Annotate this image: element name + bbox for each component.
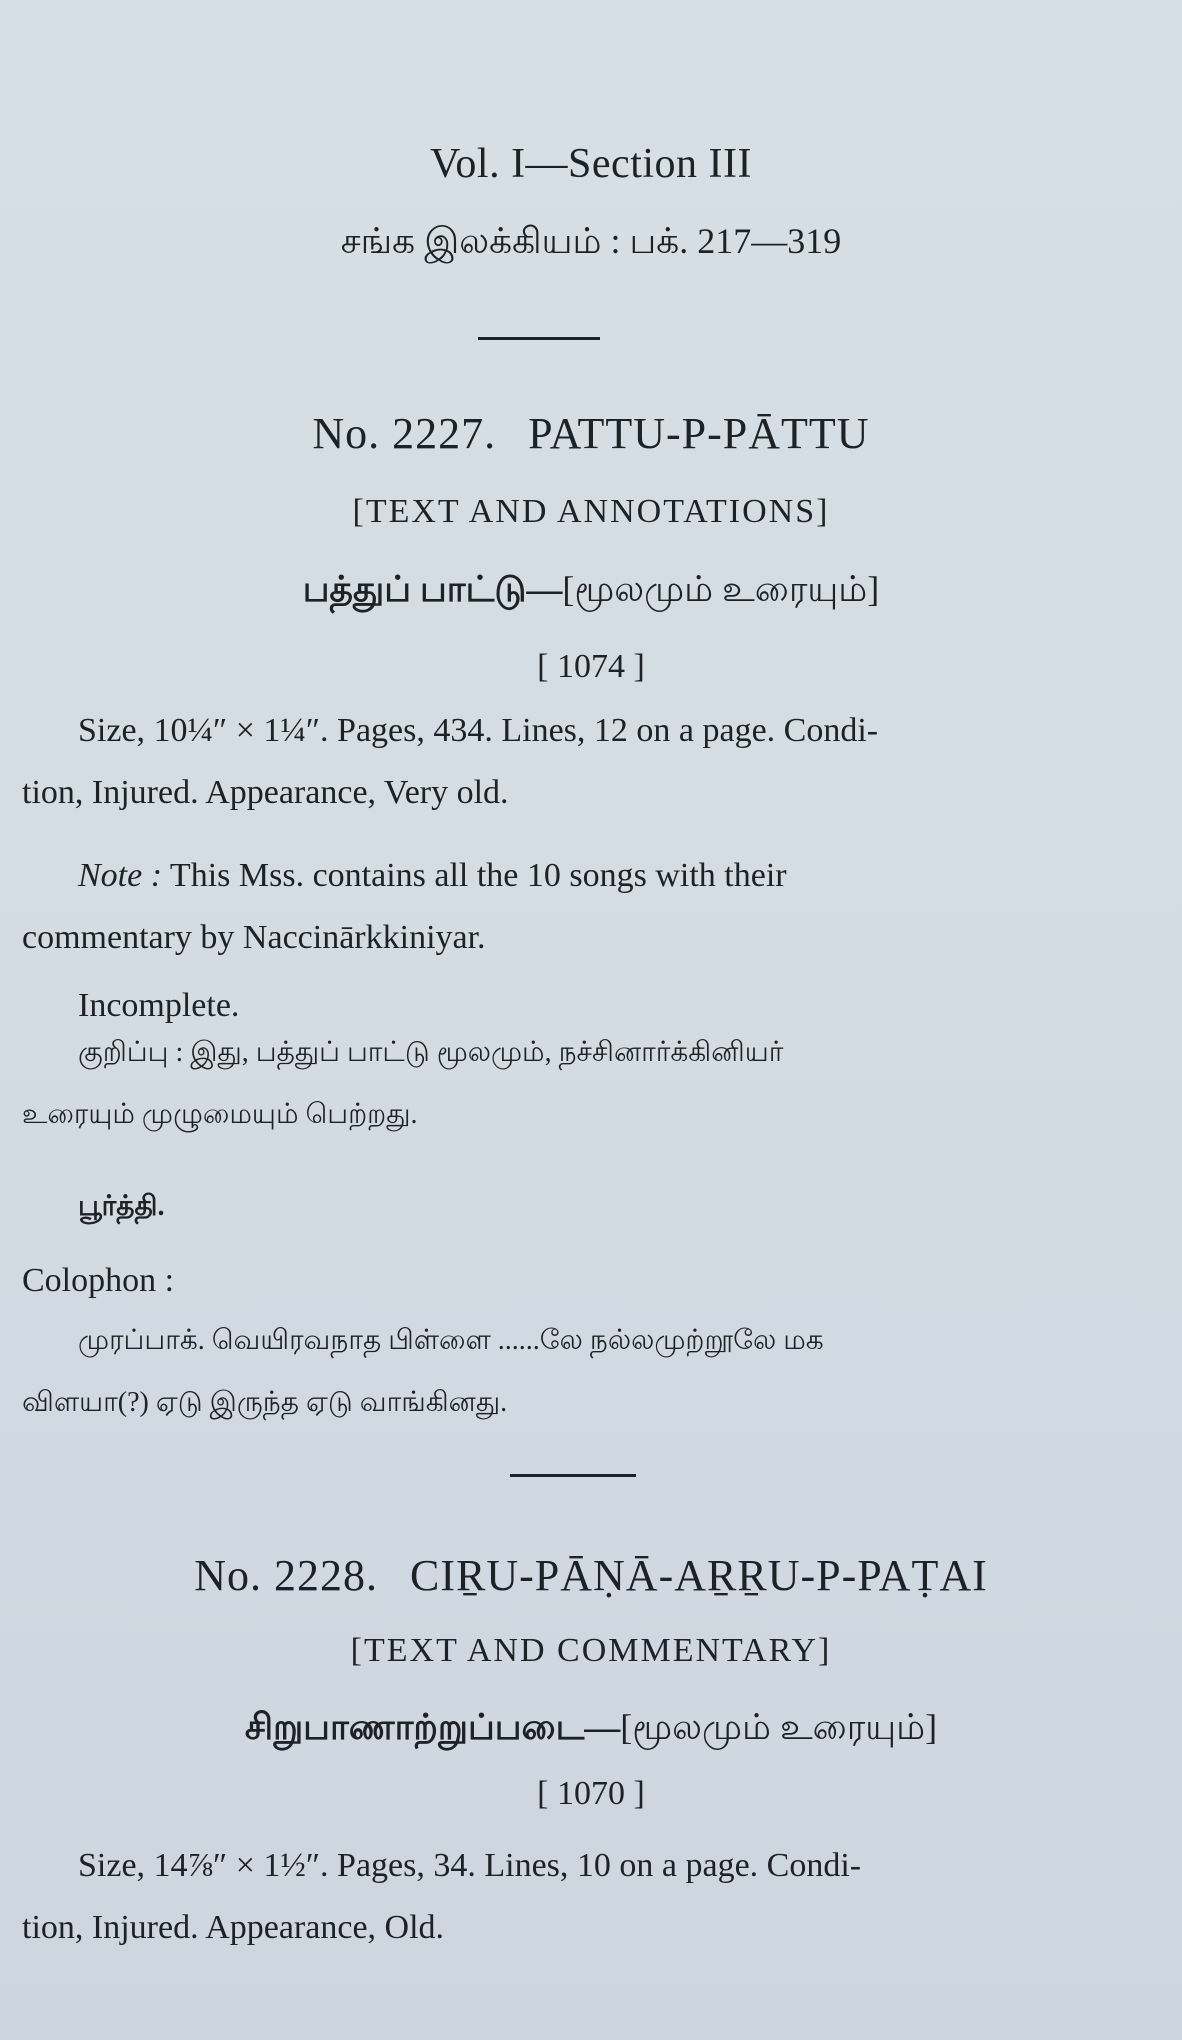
section-title: Vol. I—Section III [429,141,752,187]
divider [478,337,600,340]
size-line: tion, Injured. Appearance, Old. [22,1909,445,1946]
colophon-label-text: Colophon : [22,1262,175,1299]
poorthi-text: பூர்த்தி. [78,1191,165,1222]
entry-heading [0,408,1182,459]
colophon-line: முரப்பாக். வெயிரவநாத பிள்ளை ......லே நல்லமுற்றூலே மக [78,1325,824,1356]
reference-number: [ 1070 ] [537,1775,645,1812]
size-line: Size, 14⅞″ × 1½″. Pages, 34. Lines, 10 on a page. Condi- [78,1847,862,1884]
tamil-title [0,568,1182,615]
status-text: Incomplete. [78,987,240,1024]
kurippu-line: உரையும் முழுமையும் பெற்றது. [22,1099,418,1130]
entry-number: No. 2227. [312,409,497,458]
note-line [22,845,1092,907]
reference-number: [ 1074 ] [537,648,645,685]
tamil-title-sub: [மூலமும் உரையும்] [620,1707,938,1747]
section-subtitle: சங்க இலக்கியம் : பக். 217—319 [340,221,842,261]
note-line: commentary by Naccinārkkiniyar. [22,919,486,956]
tamil-title-main: சிறுபாணாற்றுப்படை— [244,1707,621,1747]
size-line: tion, Injured. Appearance, Very old. [22,774,509,811]
kurippu [22,1022,1092,1146]
note [22,845,1092,969]
colophon-line: விளயா(?) ஏடு இருந்த ஏடு வாங்கினது. [22,1387,508,1418]
entry-subtitle: [TEXT AND COMMENTARY] [350,1632,832,1669]
entry-title: CIṞU-PĀṆĀ-AṞṞU-P-PAṬAI [410,1551,988,1600]
tamil-title-sub: [மூலமும் உரையும்] [562,569,880,609]
entry-title: PATTU-P-PĀTTU [528,409,870,458]
entry-subtitle: [TEXT AND ANNOTATIONS] [352,493,830,530]
size-description [22,1835,1092,1959]
size-description [22,700,1092,824]
size-line: Size, 10¼″ × 1¼″. Pages, 434. Lines, 12 on a page. Condi- [78,712,879,749]
note-label: Note : [78,857,163,894]
note-text: This Mss. contains all the 10 songs with their [162,857,787,894]
colophon [22,1310,1092,1434]
colophon-label [22,1250,1092,1312]
entry-heading [0,1550,1182,1601]
divider [510,1474,636,1477]
poorthi [22,1176,1092,1238]
entry-number: No. 2228. [194,1551,378,1600]
kurippu-line: குறிப்பு : இது, பத்துப் பாட்டு மூலமும், நச்சினார்க்கினியர் [78,1037,784,1068]
tamil-title-main: பத்துப் பாட்டு— [302,569,563,609]
tamil-title [0,1706,1182,1753]
